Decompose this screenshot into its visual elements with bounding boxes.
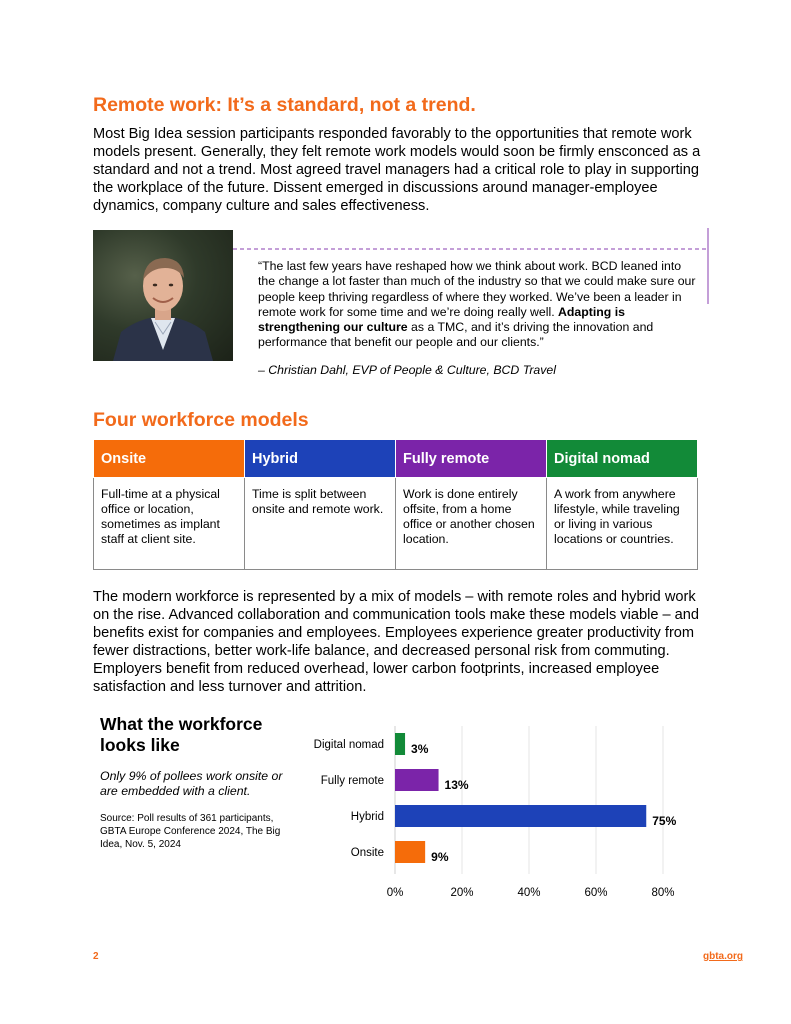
table-header-digital-nomad: Digital nomad [547, 440, 698, 478]
workforce-paragraph: The modern workforce is represented by a mix of models – with remote roles and hybrid work on the rise. Advanced collaboration and communication tools make these models viable – and benefits exist for companies and employees. Employees experience greater productivity from fewer distractions, better work-life balance, and decreased personal risk from commuting. Employers benefit from reduced overhead, lower carbon footprints, increased employee satisfaction and less turnover and attrition. [93, 589, 700, 695]
table-cell-digital-nomad: A work from anywhere lifestyle, while traveling or living in various locations or countries. [547, 478, 698, 570]
workforce-bar-chart [300, 718, 720, 898]
table-header-fully-remote: Fully remote [396, 440, 547, 478]
bar [395, 805, 646, 827]
section-heading-workforce-models: Four workforce models [93, 409, 309, 431]
data-label: 3% [411, 742, 429, 756]
bar [395, 769, 439, 791]
page-number: 2 [93, 951, 99, 962]
section-heading-remote-work: Remote work: It’s a standard, not a trend. [93, 94, 476, 116]
intro-paragraph: Most Big Idea session participants responded favorably to the opportunities that remote work models present. Generally, they felt remote work models would soon be firmly ensconced as a standard and not a trend. Most agreed travel managers had a critical role to play in supporting the workplace of the future. Dissent emerged in discussions around manager-employee dynamics, company culture and sales effectiveness. [93, 126, 701, 214]
quote-text-part2: as a TMC, and it’s driving the innovation and performance that benefit our people and our clients.” [258, 320, 654, 350]
quote-text-bold: Adapting is strengthening our culture [258, 304, 625, 335]
tick-label: 60% [584, 887, 608, 898]
category-label: Fully remote [320, 775, 384, 787]
quote-text [258, 259, 698, 351]
tick-label: 20% [450, 887, 474, 898]
chart-source: Source: Poll results of 361 participants, GBTA Europe Conference 2024, The Big Idea, Nov. 5, 2024 [100, 813, 281, 850]
table-header-onsite: Onsite [94, 440, 245, 478]
chart-subtitle: Only 9% of pollees work onsite or are embedded with a client. [100, 769, 283, 798]
table-row [94, 478, 698, 570]
table-header-row [94, 440, 698, 478]
footer-link[interactable]: gbta.org [703, 951, 743, 962]
category-label: Hybrid [350, 811, 384, 823]
data-label: 9% [431, 850, 449, 864]
data-label: 75% [652, 814, 677, 828]
quote-author: – Christian Dahl, EVP of People & Culture, BCD Travel [258, 363, 556, 377]
bar [395, 841, 425, 863]
table-header-hybrid: Hybrid [245, 440, 396, 478]
tick-label: 40% [517, 887, 541, 898]
table-cell-hybrid: Time is split between onsite and remote work. [245, 478, 396, 570]
portrait-photo [93, 230, 233, 361]
tick-label: 80% [651, 887, 675, 898]
table-cell-fully-remote: Work is done entirely offsite, from a home office or another chosen location. [396, 478, 547, 570]
data-label: 13% [444, 778, 469, 792]
category-label: Onsite [350, 847, 384, 859]
quote-text-part1: “The last few years have reshaped how we think about work. BCD leaned into the change a lot faster than much of the industry so that we could make sure our people keep thriving regardless of where they worked. We’ve been a leader in remote work for some time and we’re doing really well. [258, 259, 696, 319]
table-cell-onsite: Full-time at a physical office or location, sometimes as implant staff at client site. [94, 478, 245, 570]
tick-label: 0% [386, 887, 404, 898]
bar [395, 733, 405, 755]
chart-title: What the workforce looks like [100, 714, 263, 755]
category-label: Digital nomad [313, 739, 384, 751]
workforce-models-table [93, 439, 698, 570]
